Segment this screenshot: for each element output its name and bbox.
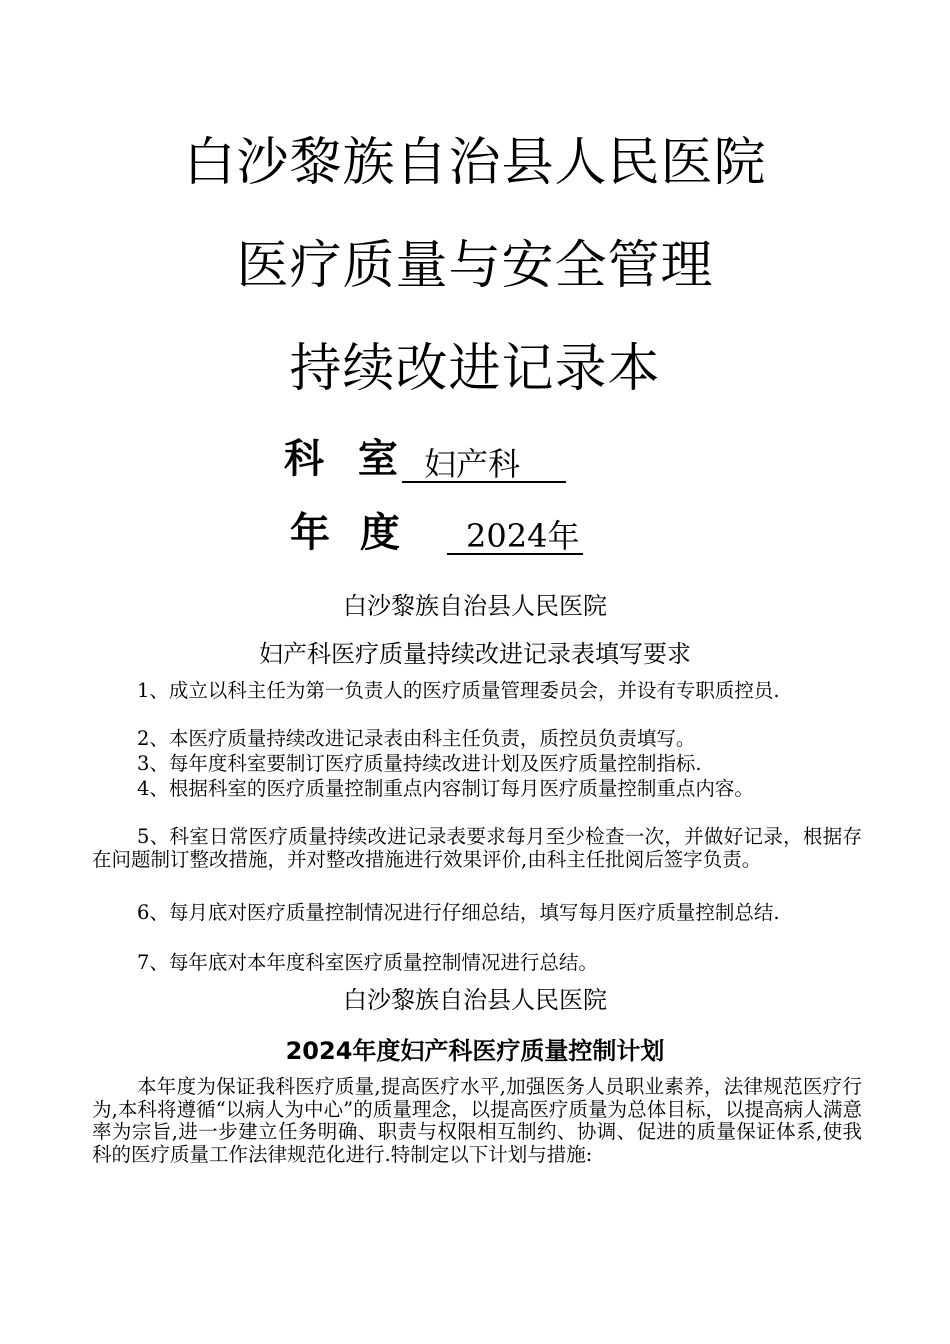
requirement-item-7: 7、每年底对本年度科室医疗质量控制情况进行总结。 [137,951,598,974]
requirements-title: 妇产科医疗质量持续改进记录表填写要求 [259,640,691,668]
requirement-item-2: 2、本医疗质量持续改进记录表由科主任负责，质控员负责填写。 [137,727,696,750]
requirement-item-5: 5、科室日常医疗质量持续改进记录表要求每月至少检查一次，并做好记录，根据存在问题制订整改措施，并对整改措施进行效果评价,由科主任批阅后签字负责。 [92,825,862,871]
cover-title-subject: 医疗质量与安全管理 [236,236,714,296]
requirement-item-4: 4、根据科室的医疗质量控制重点内容制订每月医疗质量控制重点内容。 [137,777,754,800]
year-label: 年 度 [290,509,408,556]
cover-title-record-book: 持续改进记录本 [289,339,661,399]
requirement-item-1: 1、成立以科主任为第一负责人的医疗质量管理委员会，并设有专职质控员. [137,679,780,702]
department-underline [402,481,566,483]
requirement-item-3: 3、每年度科室要制订医疗质量持续改进计划及医疗质量控制指标. [137,752,702,775]
cover-title-hospital: 白沙黎族自治县人民医院 [183,133,767,193]
requirement-item-6: 6、每月底对医疗质量控制情况进行仔细总结，填写每月医疗质量控制总结. [137,901,780,924]
plan-intro-paragraph: 本年度为保证我科医疗质量,提高医疗水平,加强医务人员职业素养，法律规范医疗行为,本科将遵循“以病人为中心”的质量理念，以提高医疗质量为总体目标，以提高病人满意率为宗旨,进一步建立任务明确、职责与权限相互制约、协调、促进的质量保证体系,使我科的医疗质量工作法律规范化进行.特制定以下计划与措施: [92,1075,862,1166]
year-value: 2024年 [466,517,580,555]
plan-title: 2024年度妇产科医疗质量控制计划 [285,1037,665,1065]
department-value: 妇产科 [424,445,521,483]
year-underline [447,553,583,555]
requirements-hospital-heading: 白沙黎族自治县人民医院 [343,592,607,620]
department-label: 科 室 [284,435,408,482]
plan-hospital-heading: 白沙黎族自治县人民医院 [343,986,607,1014]
